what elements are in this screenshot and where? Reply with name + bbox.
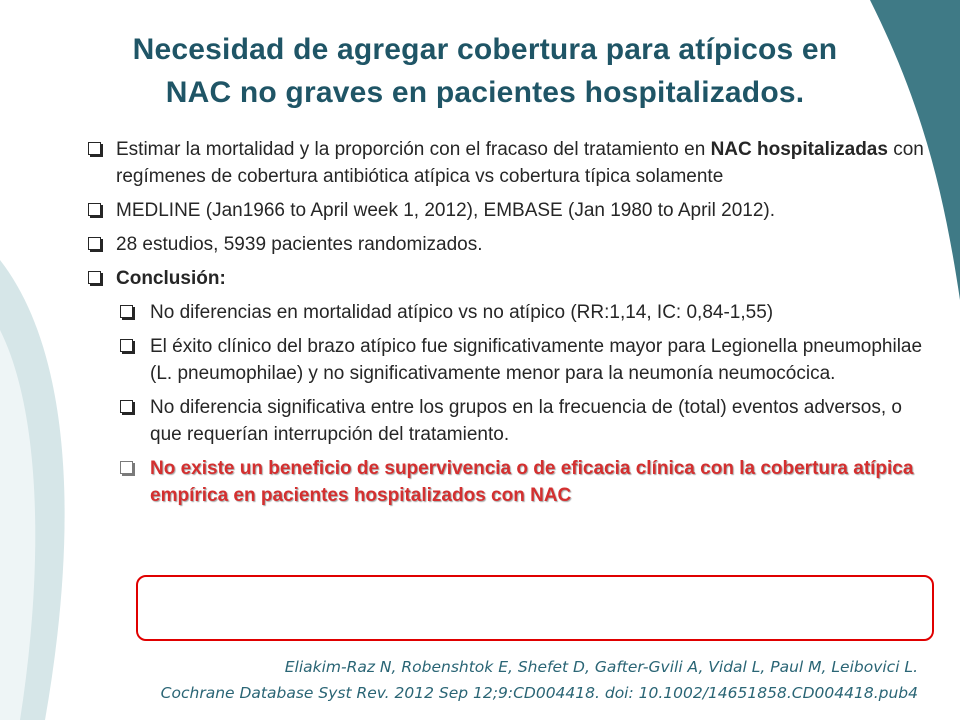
sub-bullet-clinical-success [120,333,928,387]
bullet-sources [88,197,928,224]
sources-text: MEDLINE (Jan1966 to April week 1, 2012), EMBASE (Jan 1980 to April 2012). [116,200,776,221]
checkbox-bullet-icon [88,142,101,155]
checkbox-bullet-icon [88,203,101,216]
objective-text-c: con regímenes de cobertura antibiótica atípica vs cobertura típica solamente [116,139,924,187]
conclusion-label: Conclusión: [116,268,226,289]
key-finding-text: No existe un beneficio de supervivencia o de eficacia clínica con la cobertura atípica empírica en pacientes hospitalizados con NAC [150,458,914,506]
checkbox-bullet-icon [120,305,133,318]
checkbox-bullet-icon [120,461,133,474]
checkbox-bullet-icon [88,271,101,284]
clinical-success-text: El éxito clínico del brazo atípico fue significativamente mayor para Legionella pneumophilae (L. pneumophilae) y no significativamente menor para la neumonía neumocócica. [150,336,923,384]
checkbox-bullet-icon [88,237,101,250]
studies-text: 28 estudios, 5939 pacientes randomizados. [116,234,483,255]
title-line-1: Necesidad de agregar cobertura para atípicos en [132,33,838,66]
sub-bullet-key-finding [120,455,928,509]
checkbox-bullet-icon [120,339,133,352]
objective-text-a: Estimar la mortalidad y la proporción con el fracaso del tratamiento en [116,139,711,160]
sub-bullet-mortality [120,299,928,326]
bullet-conclusion [88,265,928,292]
sub-bullet-adverse-events [120,394,928,448]
checkbox-bullet-icon [120,400,133,413]
slide-title [70,28,900,114]
citation-reference: Cochrane Database Syst Rev. 2012 Sep 12;9:CD004418. doi: 10.1002/14651858.CD004418.pub4 [160,684,918,702]
citation-authors: Eliakim-Raz N, Robenshtok E, Shefet D, Gafter-Gvili A, Vidal L, Paul M, Leibovici L. [284,658,918,676]
citation [161,654,918,706]
adverse-events-text: No diferencia significativa entre los grupos en la frecuencia de (total) eventos adversos, o que requerían interrupción del tratamiento. [150,397,902,445]
bullet-studies [88,231,928,258]
bullet-objective [88,136,928,190]
title-line-2: NAC no graves en pacientes hospitalizados. [165,76,805,109]
objective-text-b: NAC hospitalizadas [710,139,888,160]
mortality-text: No diferencias en mortalidad atípico vs no atípico (RR:1,14, IC: 0,84-1,55) [150,302,774,323]
bullet-list [88,136,928,516]
